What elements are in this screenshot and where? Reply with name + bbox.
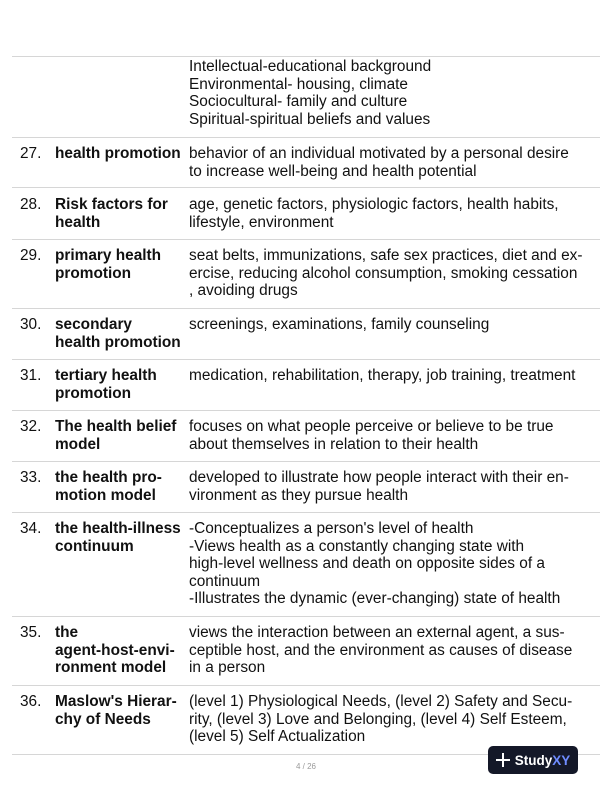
term-line: continuum [55, 537, 134, 555]
row-divider [12, 410, 600, 411]
term-line: model [55, 435, 101, 453]
entry-definition [189, 196, 597, 231]
term-line: tertiary health [55, 367, 157, 384]
definition-line: -Views health as a constantly changing state with [189, 537, 525, 555]
entry-number: 28. [20, 196, 42, 213]
entry-definition [189, 247, 597, 300]
entry-term [55, 693, 187, 728]
definition-line: about themselves in relation to their health [189, 435, 479, 453]
row-divider [12, 308, 600, 309]
definition-line: continuum [189, 572, 261, 590]
entry-number: 31. [20, 367, 42, 384]
entry-definition [189, 418, 597, 453]
entry-term [55, 418, 187, 453]
term-line: ronment model [55, 659, 167, 677]
definition-line: Environmental- housing, climate [189, 75, 408, 93]
definition-line: in a person [189, 659, 266, 677]
definition-line: vironment as they pursue health [189, 486, 409, 504]
definition-line: ercise, reducing alcohol consumption, smoking cessation [189, 264, 578, 282]
definition-line: ceptible host, and the environment as causes of disease [189, 641, 573, 659]
entry-term [55, 316, 187, 351]
entry-term [55, 624, 187, 677]
definition-line: (level 1) Physiological Needs, (level 2) Safety and Secu- [189, 693, 573, 710]
definition-line: seat belts, immunizations, safe sex practices, diet and ex- [189, 247, 583, 264]
entry-number: 34. [20, 520, 42, 537]
brand-name [515, 753, 571, 768]
definition-line: , avoiding drugs [189, 282, 298, 300]
definition-line: rity, (level 3) Love and Belonging, (level 4) Self Esteem, [189, 710, 567, 728]
definition-line: behavior of an individual motivated by a personal desire [189, 145, 569, 162]
entry-number: 33. [20, 469, 42, 486]
definition-line: age, genetic factors, physiologic factors, health habits, [189, 196, 559, 213]
brand-main-text: Study [514, 752, 553, 768]
row-divider [12, 685, 600, 686]
term-line: promotion [55, 384, 132, 402]
definition-line: lifestyle, environment [189, 213, 334, 231]
entry-term [55, 196, 187, 231]
term-line: The health belief [55, 418, 177, 435]
term-line: secondary [55, 316, 132, 333]
studyxy-logo-button[interactable] [488, 746, 578, 774]
entry-definition [189, 693, 597, 746]
definition-line: medication, rehabilitation, therapy, job training, treatment [189, 367, 576, 384]
definition-line: high-level wellness and death on opposite sides of a [189, 555, 545, 573]
term-line: health promotion [55, 145, 181, 162]
entry-number: 32. [20, 418, 42, 435]
entry-definition [189, 316, 597, 334]
term-line: agent-host-envi- [55, 641, 175, 659]
row-divider [12, 239, 600, 240]
entry-definition [189, 367, 597, 385]
entry-number: 27. [20, 145, 42, 162]
entry-number: 29. [20, 247, 42, 264]
definition-line: -Conceptualizes a person's level of health [189, 520, 474, 537]
definition-line: Spiritual-spiritual beliefs and values [189, 110, 431, 128]
entry-term [55, 520, 187, 555]
row-divider [12, 512, 600, 513]
entry-number: 36. [20, 693, 42, 710]
entry-definition [189, 624, 597, 677]
definition-line: views the interaction between an external agent, a sus- [189, 624, 565, 641]
entry-term [55, 247, 187, 282]
term-line: the [55, 624, 79, 641]
entry-definition [189, 520, 597, 608]
term-line: the health pro- [55, 469, 162, 486]
row-divider [12, 137, 600, 138]
term-line: health [55, 213, 101, 231]
term-line: chy of Needs [55, 710, 151, 728]
brand-accent-text: XY [552, 752, 571, 768]
definition-line: focuses on what people perceive or believe to be true [189, 418, 554, 435]
definition-line: Sociocultural- family and culture [189, 93, 408, 111]
term-line: Maslow's Hierar- [55, 693, 177, 710]
entry-term [55, 367, 187, 402]
entry-term [55, 145, 187, 163]
entry-number: 35. [20, 624, 42, 641]
definition-line: -Illustrates the dynamic (ever-changing) state of health [189, 590, 561, 608]
definition-line: (level 5) Self Actualization [189, 728, 366, 746]
row-divider [12, 461, 600, 462]
definition-line: developed to illustrate how people interact with their en- [189, 469, 569, 486]
page-number: 4 / 26 [295, 762, 316, 771]
term-line: primary health [55, 247, 162, 264]
entry-number: 30. [20, 316, 42, 333]
definition-line: Intellectual-educational background [189, 58, 432, 75]
entry-term [55, 469, 187, 504]
term-line: health promotion [55, 333, 181, 351]
entry-definition [189, 145, 597, 180]
plus-icon [496, 753, 510, 767]
term-line: Risk factors for [55, 196, 168, 213]
definition-line: to increase well-being and health potential [189, 162, 477, 180]
term-line: promotion [55, 264, 132, 282]
row-divider [12, 56, 600, 57]
row-divider [12, 616, 600, 617]
term-line: motion model [55, 486, 156, 504]
entry-definition [189, 469, 597, 504]
row-divider [12, 359, 600, 360]
definition-line: screenings, examinations, family counseling [189, 316, 490, 333]
continuation-definition [189, 58, 597, 128]
row-divider [12, 187, 600, 188]
term-line: the health-illness [55, 520, 181, 537]
